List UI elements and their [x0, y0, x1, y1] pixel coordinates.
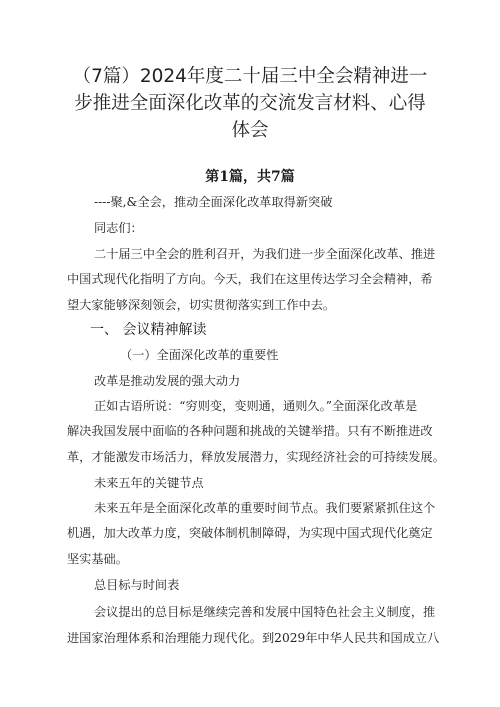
point-2-line-1: 未来五年是全面深化改革的重要时间节点。我们要紧紧抓住这个 [94, 501, 436, 515]
point-3-line-2: 进国家治理体系和治理能力现代化。到2029年中华人民共和国成立八 [67, 631, 440, 645]
point-3-title: 总目标与时间表 [94, 578, 180, 592]
point-2-line-3: 坚实基础。 [67, 552, 128, 566]
part-counter: 第1篇，共7篇 [205, 169, 295, 185]
point-1-line-2: 解决我国发展中面临的各种问题和挑战的关键举措。只有不断推进改 [67, 424, 433, 438]
document-title-line-2: 步推进全面深化改革的交流发言材料、心得 [74, 93, 426, 114]
point-1-line-3: 革，才能激发市场活力，释放发展潜力，实现经济社会的可持续发展。 [67, 450, 445, 464]
point-2-line-2: 机遇，加大改革力度，突破体制机制障碍，为实现中国式现代化奠定 [67, 526, 433, 540]
tagline: ----聚,&全会，推动全面深化改革取得新突破 [94, 195, 333, 209]
point-1-title: 改革是推动发展的强大动力 [94, 374, 241, 388]
subsection-heading: （一）全面深化改革的重要性 [120, 348, 279, 362]
section-heading: 一、 会议精神解读 [90, 322, 207, 338]
document-title-line-3: 体会 [231, 120, 269, 141]
intro-line-1: 二十届三中全会的胜利召开，为我们进一步全面深化改革、推进 [94, 247, 436, 261]
intro-line-2: 中国式现代化指明了方向。今天，我们在这里传达学习全会精神，希 [67, 272, 433, 286]
intro-line-3: 望大家能够深刻领会，切实贯彻落实到工作中去。 [67, 298, 336, 312]
document-title-line-1: （7篇）2024年度二十届三中全会精神进一 [72, 66, 428, 87]
point-1-line-1: 正如古语所说：“穷则变，变则通，通则久。”全面深化改革是 [94, 399, 418, 413]
point-2-title: 未来五年的关键节点 [94, 476, 204, 490]
point-3-line-1: 会议提出的总目标是继续完善和发展中国特色社会主义制度，推 [94, 605, 436, 619]
greeting: 同志们： [94, 221, 143, 235]
